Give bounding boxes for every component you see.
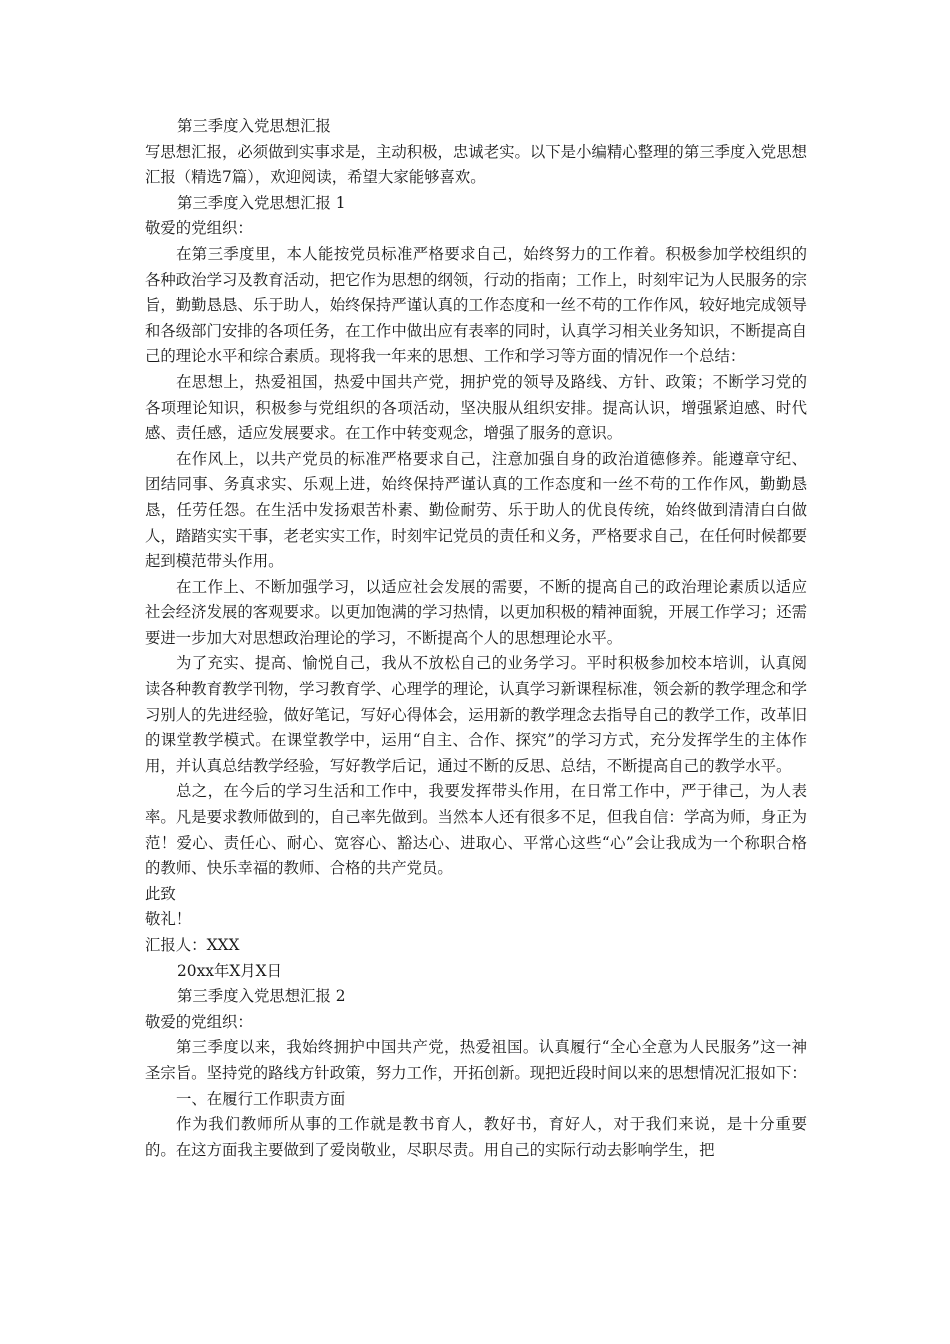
report-date: 20xx年X月X日 xyxy=(177,961,283,980)
body-paragraph: 为了充实、提高、愉悦自己，我从不放松自己的业务学习。平时积极参加校本培训，认真阅读各种教育教学刊物，学习教育学、心理学的理论，认真学习新课程标准，领会新的教学理念和学习别人的先进经验，做好笔记，写好心得体会，运用新的教学理念去指导自己的教学工作，改革旧的课堂教学模式。在课堂教学中，运用“自主、合作、探究”的学习方式，充分发挥学生的主体作用，并认真总结教学经验，写好教学后记，通过不断的反思、总结，不断提高自己的教学水平。 xyxy=(145,654,807,775)
body-paragraph: 作为我们教师所从事的工作就是教书育人，教好书，育好人，对于我们来说，是十分重要的。在这方面我主要做到了爱岗敬业，尽职尽责。用自己的实际行动去影响学生，把 xyxy=(145,1115,807,1159)
salutation: 敬爱的党组织： xyxy=(145,219,253,238)
body-paragraph: 在思想上，热爱祖国，热爱中国共产党，拥护党的领导及路线、方针、政策；不断学习党的各项理论知识，积极参与党组织的各项活动，坚决服从组织安排。提高认识，增强紧迫感、时代感、责任感，适应发展要求。在工作中转变观念，增强了服务的意识。 xyxy=(145,372,807,443)
closing-line: 此致 xyxy=(145,884,176,903)
reporter-line: 汇报人：XXX xyxy=(145,936,240,954)
intro-paragraph: 写思想汇报，必须做到实事求是，主动积极，忠诚老实。以下是小编精心整理的第三季度入党思想汇报（精选7篇），欢迎阅读，希望大家能够喜欢。 xyxy=(145,142,807,187)
document-page xyxy=(145,114,807,1163)
body-paragraph: 第三季度以来，我始终拥护中国共产党，热爱祖国。认真履行“全心全意为人民服务”这一神圣宗旨。坚持党的路线方针政策，努力工作，开拓创新。现把近段时间以来的思想情况汇报如下： xyxy=(145,1038,807,1082)
document-title: 第三季度入党思想汇报 xyxy=(177,117,331,135)
subsection-heading: 一、在履行工作职责方面 xyxy=(176,1089,346,1108)
body-paragraph: 在作风上，以共产党员的标准严格要求自己，注意加强自身的政治道德修养。能遵章守纪、团结同事、务真求实、乐观上进，始终保持严谨认真的工作态度和一丝不苟的工作作风，勤勤恳恳，任劳任怨。在生活中发扬艰苦朴素、勤俭耐劳、乐于助人的优良传统，始终做到清清白白做人，踏踏实实干事，老老实实工作，时刻牢记党员的责任和义务，严格要求自己，在任何时候都要起到模范带头作用。 xyxy=(145,449,807,571)
section-heading-2: 第三季度入党思想汇报 2 xyxy=(177,987,346,1006)
body-paragraph: 总之，在今后的学习生活和工作中，我要发挥带头作用，在日常工作中，严于律己，为人表率。凡是要求教师做到的，自己率先做到。当然本人还有很多不足，但我自信：学高为师，身正为范！爱心、责任心、耐心、宽容心、豁达心、进取心、平常心这些“心”会让我成为一个称职合格的教师、快乐幸福的教师、合格的共产党员。 xyxy=(145,782,807,878)
section-heading-1: 第三季度入党思想汇报 1 xyxy=(177,193,346,212)
body-paragraph: 在工作上、不断加强学习，以适应社会发展的需要，不断的提高自己的政治理论素质以适应社会经济发展的客观要求。以更加饱满的学习热情，以更加积极的精神面貌，开展工作学习；还需要进一步加大对思想政治理论的学习，不断提高个人的思想理论水平。 xyxy=(145,577,807,647)
salutation: 敬爱的党组织： xyxy=(145,1012,253,1031)
body-paragraph: 在第三季度里，本人能按党员标准严格要求自己，始终努力的工作着。积极参加学校组织的各种政治学习及教育活动，把它作为思想的纲领，行动的指南；工作上，时刻牢记为人民服务的宗旨，勤勤恳恳、乐于助人，始终保持严谨认真的工作态度和一丝不苟的工作作风，较好地完成领导和各级部门安排的各项任务，在工作中做出应有表率的同时，认真学习相关业务知识，不断提高自己的理论水平和综合素质。现将我一年来的思想、工作和学习等方面的情况作一个总结： xyxy=(145,244,807,366)
closing-salute: 敬礼！ xyxy=(145,910,192,929)
